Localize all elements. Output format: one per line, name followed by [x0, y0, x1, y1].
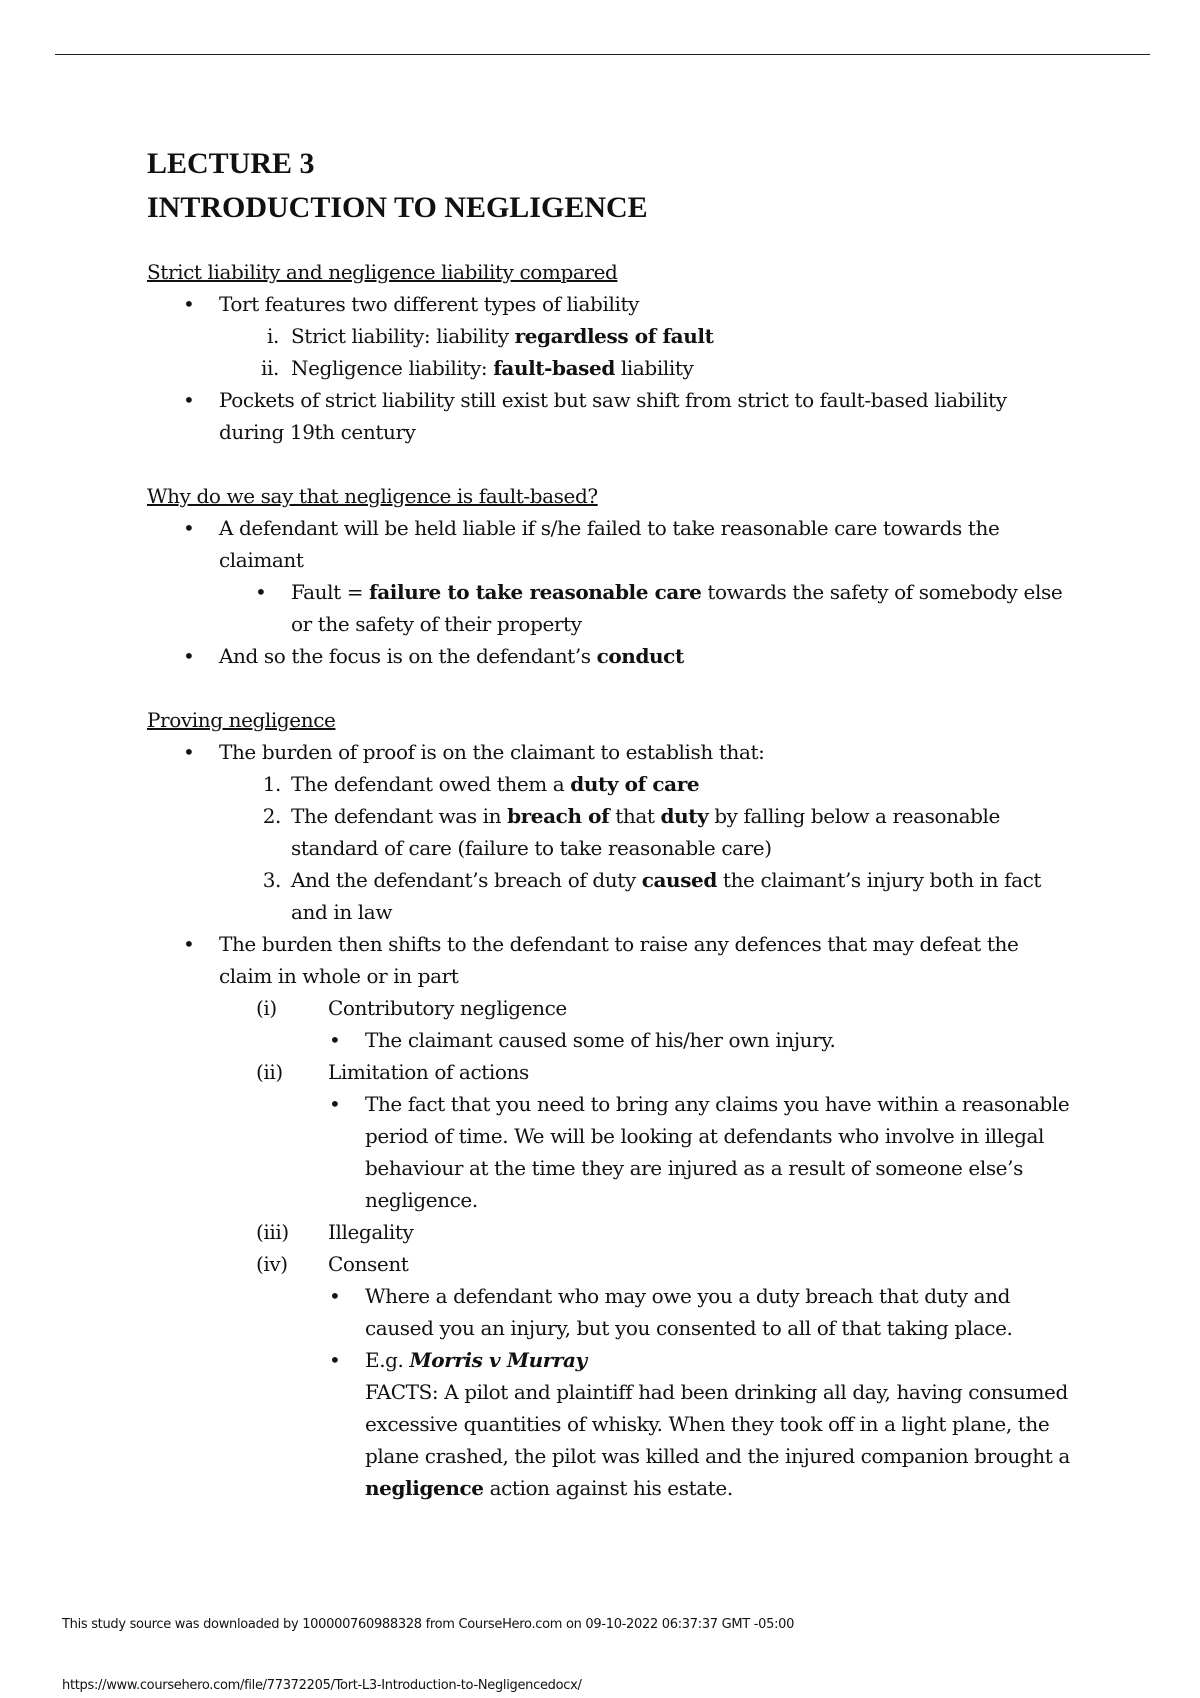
list-marker: (iii) [256, 1220, 289, 1244]
list-marker: (ii) [256, 1060, 283, 1084]
sub-bullet-item: • E.g. Morris v Murray FACTS: A pilot and plaintiff had been drinking all day, having consumed excessive quantities of whisky. When they took off in a light plane, the plane crashed, the pilot was killed and the injured companion brought a negligence action against his estate. [365, 1344, 1077, 1504]
bullet-icon: • [183, 388, 195, 412]
bullet-item: • And so the focus is on the defendant’s conduct [219, 640, 1077, 672]
spacer [147, 230, 1077, 256]
download-notice: This study source was downloaded by 100000760988328 from CourseHero.com on 09-10-2022 06:37:37 GMT -05:00 [62, 1617, 795, 1632]
list-marker: i. [267, 324, 279, 348]
bullet-icon: • [329, 1092, 341, 1116]
spacer [147, 672, 1077, 704]
bullet-item: • Tort features two different types of liability [219, 288, 1077, 320]
section-heading: Strict liability and negligence liability compared [147, 260, 618, 284]
bullet-icon: • [183, 932, 195, 956]
bullet-icon: • [255, 580, 267, 604]
document-body [147, 142, 1077, 1504]
list-marker: (iv) [256, 1252, 288, 1276]
bullet-icon: • [329, 1284, 341, 1308]
lecture-title: INTRODUCTION TO NEGLIGENCE [147, 191, 648, 224]
bullet-icon: • [183, 516, 195, 540]
numbered-item: 1. The defendant owed them a duty of care [291, 768, 1077, 800]
section-proving-negligence [147, 704, 1077, 1504]
spacer [147, 448, 1077, 480]
roman-item: i. Strict liability: liability regardless of fault [291, 320, 1077, 352]
list-marker: 2. [262, 804, 281, 828]
bullet-item: • The burden of proof is on the claimant to establish that: [219, 736, 1077, 768]
sub-bullet-item: • The fact that you need to bring any claims you have within a reasonable period of time. We will be looking at defendants who involve in illegal behaviour at the time they are injured as a result of someone else’s negligence. [365, 1088, 1077, 1216]
defence-item: (i) Contributory negligence [328, 992, 1077, 1024]
lecture-number: LECTURE 3 [147, 147, 315, 180]
list-marker: 3. [262, 868, 281, 892]
bullet-icon: • [183, 292, 195, 316]
numbered-item: 3. And the defendant’s breach of duty caused the claimant’s injury both in fact and in law [291, 864, 1077, 928]
list-marker: 1. [262, 772, 281, 796]
section-heading: Proving negligence [147, 708, 336, 732]
bullet-icon: • [183, 740, 195, 764]
bullet-icon: • [329, 1028, 341, 1052]
case-name: Morris v Murray [409, 1348, 587, 1372]
top-rule [55, 54, 1150, 55]
bullet-item: • The burden then shifts to the defendant to raise any defences that may defeat the claim in whole or in part [219, 928, 1077, 992]
bullet-item: • Pockets of strict liability still exist but saw shift from strict to fault-based liability during 19th century [219, 384, 1077, 448]
list-marker: ii. [261, 356, 279, 380]
section-heading: Why do we say that negligence is fault-based? [147, 484, 598, 508]
numbered-item: 2. The defendant was in breach of that duty by falling below a reasonable standard of care (failure to take reasonable care) [291, 800, 1077, 864]
bullet-icon: • [183, 644, 195, 668]
bullet-icon: • [329, 1348, 341, 1372]
list-marker: (i) [256, 996, 277, 1020]
sub-bullet-item: • The claimant caused some of his/her own injury. [365, 1024, 1077, 1056]
sub-bullet-item: • Fault = failure to take reasonable care towards the safety of somebody else or the safety of their property [291, 576, 1077, 640]
defence-item: (iv) Consent [328, 1248, 1077, 1280]
defence-item: (ii) Limitation of actions [328, 1056, 1077, 1088]
source-url[interactable]: https://www.coursehero.com/file/77372205/Tort-L3-Introduction-to-Negligencedocx/ [62, 1678, 582, 1693]
section-strict-vs-negligence [147, 256, 1077, 448]
section-fault-based [147, 480, 1077, 672]
defence-item: (iii) Illegality [328, 1216, 1077, 1248]
roman-item: ii. Negligence liability: fault-based liability [291, 352, 1077, 384]
sub-bullet-item: • Where a defendant who may owe you a duty breach that duty and caused you an injury, but you consented to all of that taking place. [365, 1280, 1077, 1344]
bullet-item: • A defendant will be held liable if s/he failed to take reasonable care towards the claimant [219, 512, 1077, 576]
